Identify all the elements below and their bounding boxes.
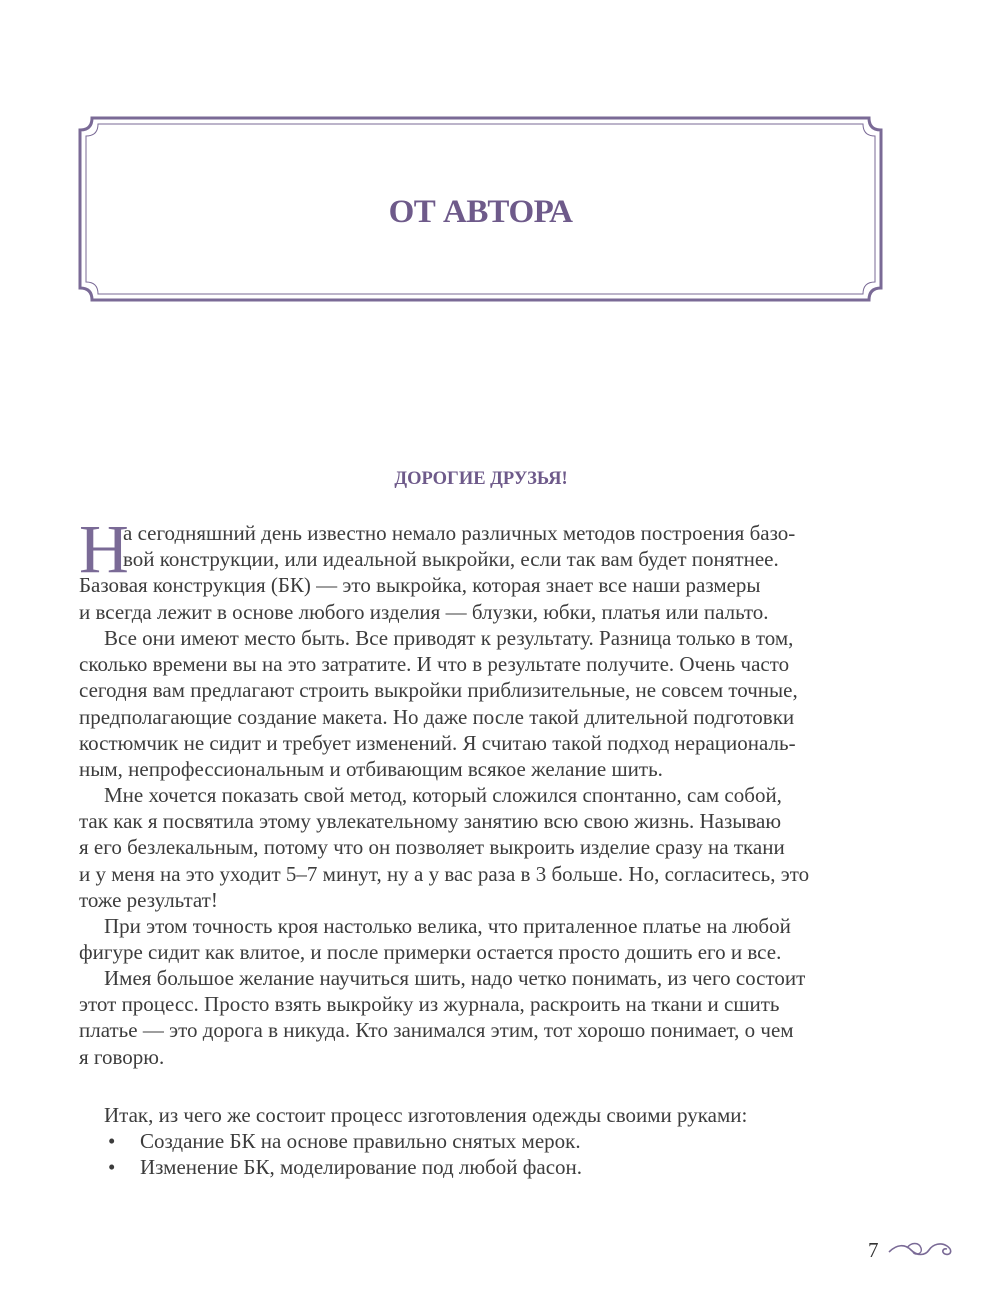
paragraph: [79, 782, 899, 913]
paragraph: [79, 913, 899, 965]
chapter-title-frame: [78, 116, 883, 302]
text-line: При этом точность кроя настолько велика, что приталенное платье на любой: [104, 914, 791, 938]
list-item-text: Изменение БК, моделирование под любой фасон.: [140, 1155, 583, 1180]
text-line: Итак, из чего же состоит процесс изготовления одежды своими руками:: [104, 1103, 748, 1127]
text-line: Имея большое желание научиться шить, надо четко понимать, из чего состоит: [104, 966, 806, 990]
text-line: костюмчик не сидит и требует изменений. Я считаю такой подход нерациональ-: [79, 730, 796, 755]
list-item: [104, 1154, 582, 1180]
text-line: сколько времени вы на это затратите. И что в результате получите. Очень часто: [79, 652, 790, 677]
bullet-icon: •: [108, 1129, 116, 1153]
text-line: и у меня на это уходит 5–7 минут, ну а у вас раза в 3 больше. Но, согласитесь, это: [79, 861, 810, 886]
bullet-icon: •: [108, 1155, 116, 1180]
drop-cap: Н: [79, 511, 129, 587]
section-heading: ДОРОГИЕ ДРУЗЬЯ!: [394, 469, 568, 489]
intro-paragraph: [79, 511, 899, 625]
text-line: Все они имеют место быть. Все приводят к результату. Разница только в том,: [104, 626, 794, 650]
list-item-text: Создание БК на основе правильно снятых мерок.: [140, 1129, 581, 1153]
page-number: 7: [868, 1238, 879, 1262]
list-intro: [79, 1102, 899, 1128]
text-line: этот процесс. Просто взять выкройку из журнала, раскроить на ткани и сшить: [79, 992, 780, 1017]
text-line: Базовая конструкция (БК) — это выкройка, которая знает все наши размеры: [79, 573, 761, 598]
text-line: ным, непрофессиональным и отбивающим всякое желание шить.: [79, 756, 663, 781]
chapter-title: ОТ АВТОРА: [388, 194, 573, 230]
text-line: а сегодняшний день известно немало различных методов построения базо-: [123, 521, 796, 545]
text-line: предполагающие создание макета. Но даже после такой длительной подготовки: [79, 704, 795, 729]
list-item: [104, 1128, 582, 1154]
bullet-list: [104, 1128, 582, 1180]
text-line: я говорю.: [79, 1044, 165, 1069]
text-line: и всегда лежит в основе любого изделия — блузки, юбки, платья или пальто.: [79, 599, 769, 624]
flourish-ornament-icon: [887, 1238, 957, 1260]
text-line: платье — это дорога в никуда. Кто занимался этим, тот хорошо понимает, о чем: [79, 1018, 794, 1043]
text-line: Мне хочется показать свой метод, который сложился спонтанно, сам собой,: [104, 783, 782, 807]
text-line: так как я посвятила этому увлекательному занятию всю свою жизнь. Называю: [79, 809, 782, 834]
text-line: вой конструкции, или идеальной выкройки, если так вам будет понятнее.: [123, 547, 779, 572]
text-line: я его безлекальным, потому что он позволяет выкроить изделие сразу на ткани: [79, 835, 785, 860]
text-line: тоже результат!: [79, 887, 218, 912]
paragraph: [79, 965, 899, 1070]
text-line: сегодня вам предлагают строить выкройки приблизительные, не совсем точные,: [79, 678, 798, 703]
text-line: фигуре сидит как влитое, и после примерки остается просто дошить его и все.: [79, 940, 782, 965]
paragraph: [79, 625, 899, 782]
